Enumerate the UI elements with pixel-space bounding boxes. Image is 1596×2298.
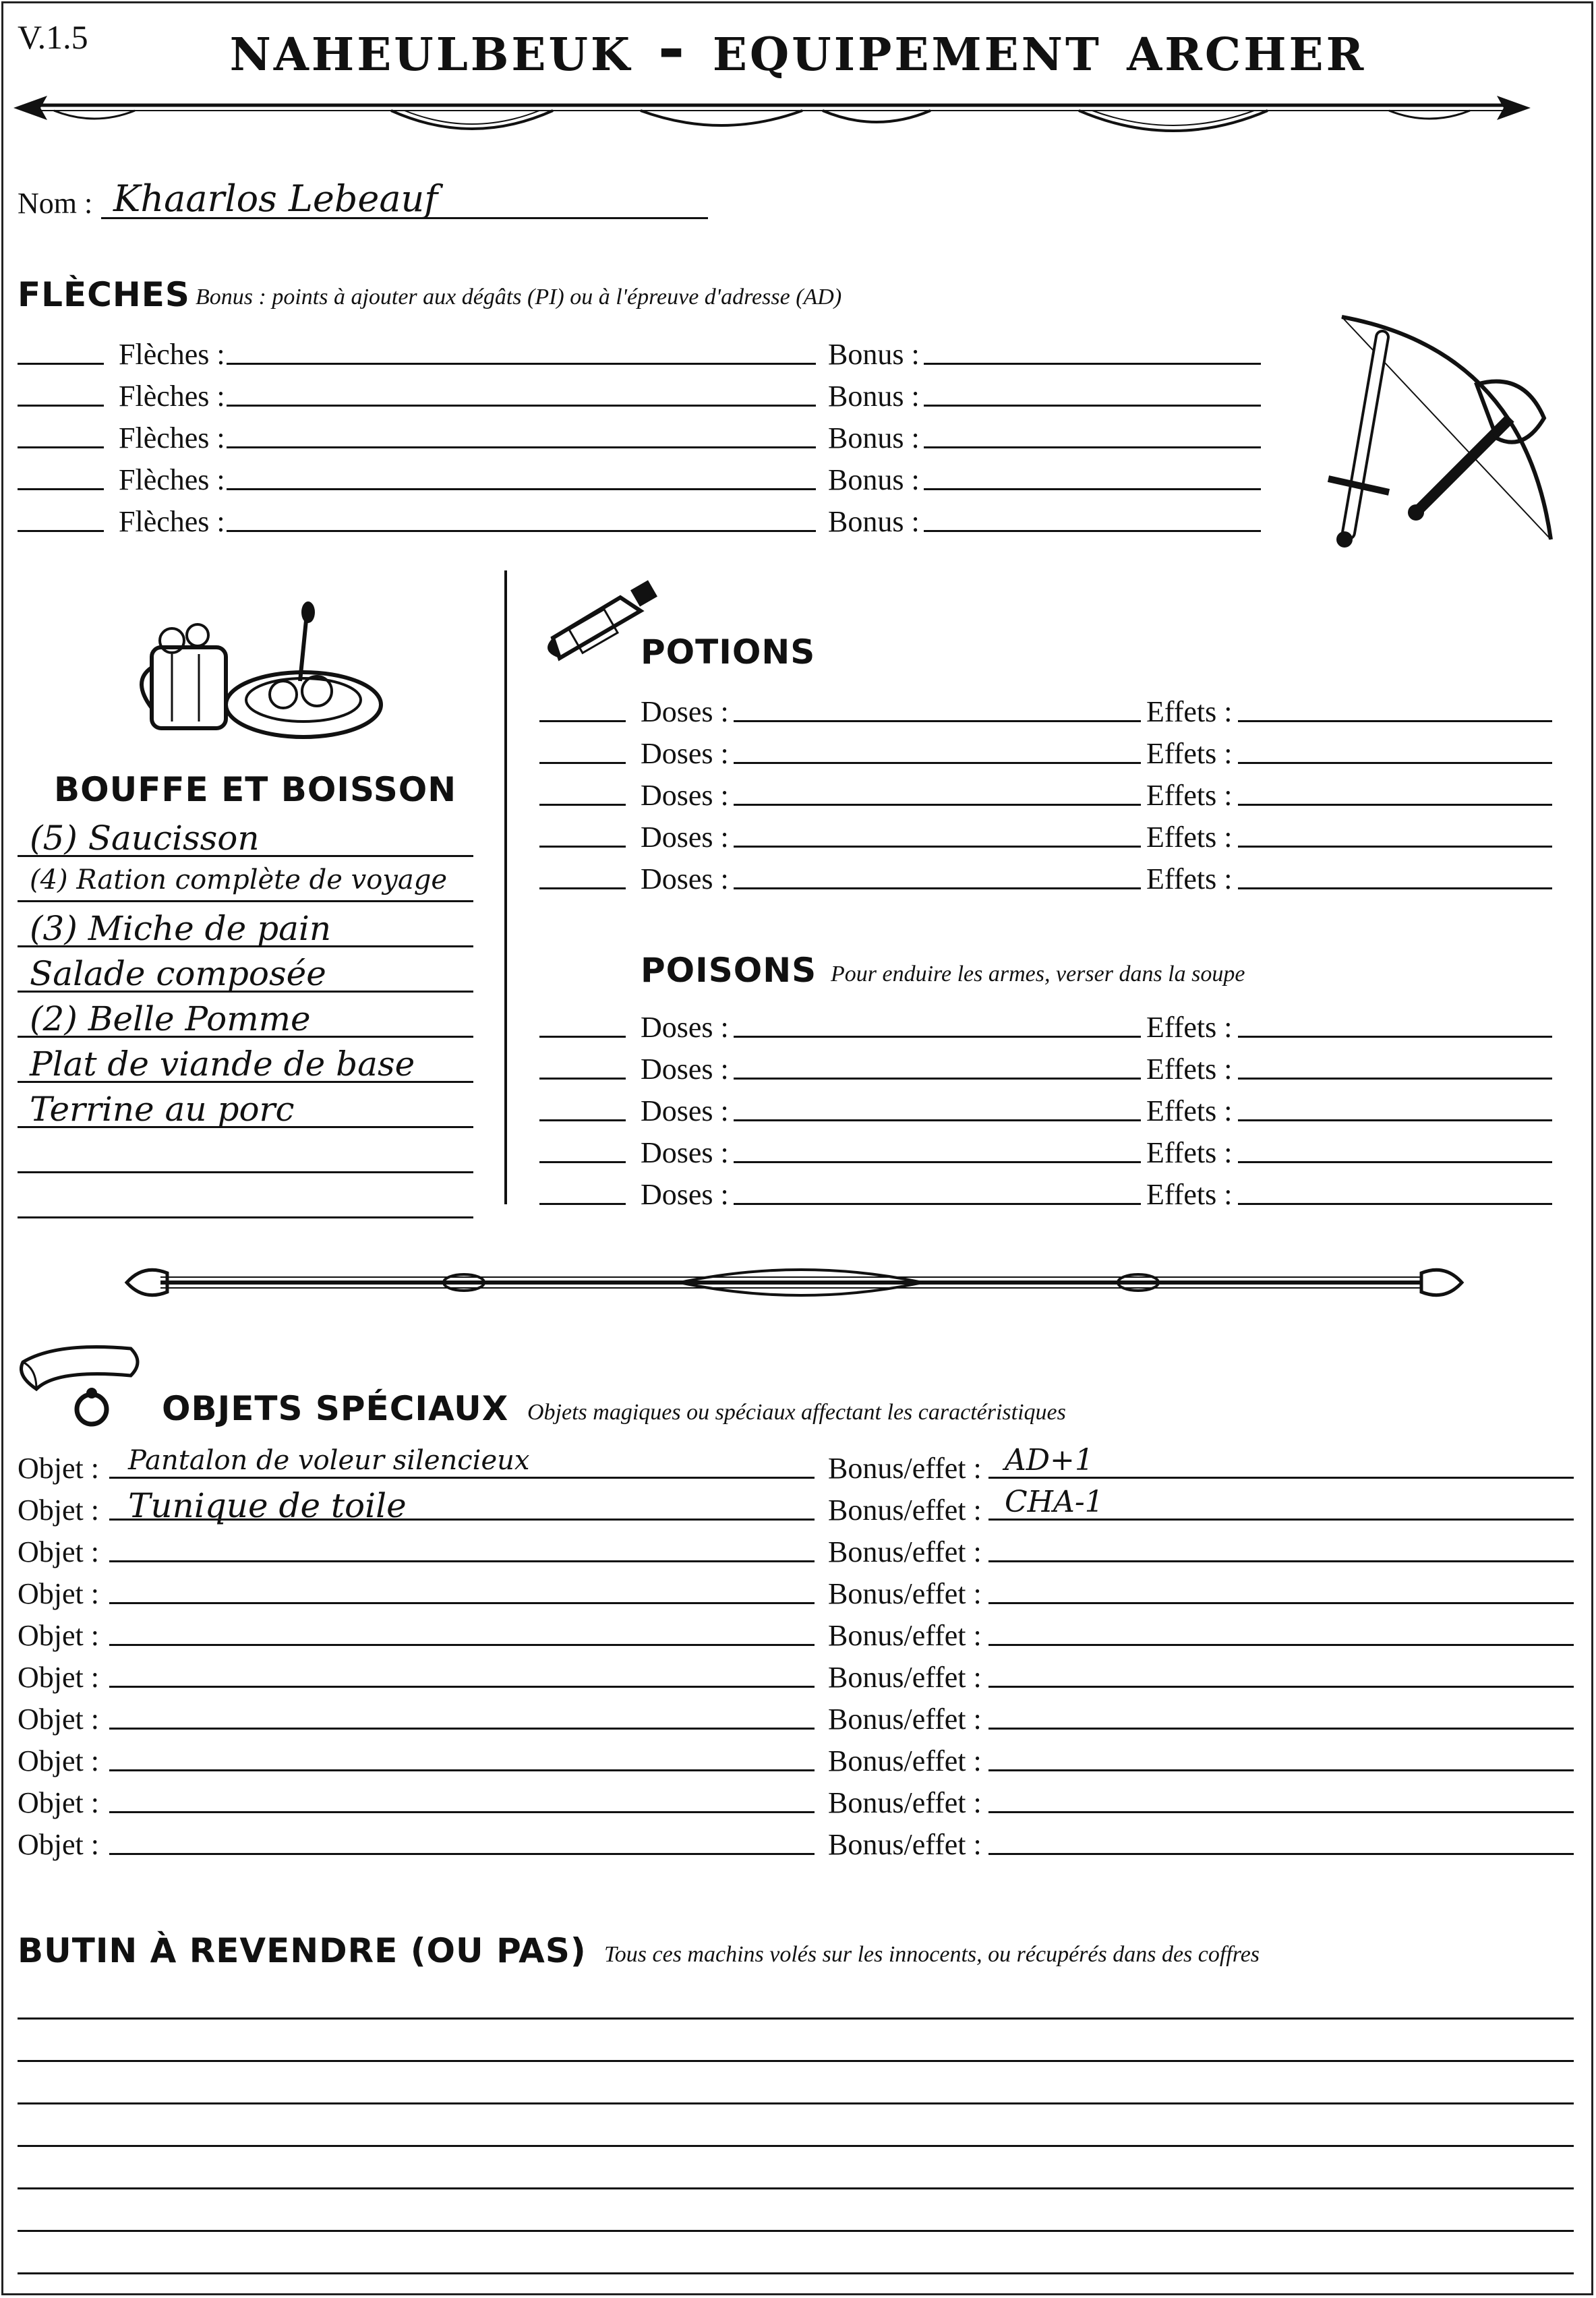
doses-field[interactable] [734,804,1141,806]
objet-label: Objet : [18,1828,99,1861]
bonus-effet-label: Bonus/effet : [828,1577,982,1610]
fleches-bonus-label: Bonus : [828,380,920,413]
bonus-effet-label: Bonus/effet : [828,1535,982,1568]
objet-field[interactable] [109,1769,815,1771]
food-item[interactable]: (5) Saucisson [30,819,260,858]
food-line [18,991,473,993]
fleches-name-field[interactable] [227,405,816,407]
fleches-bonus-field[interactable] [924,446,1261,448]
effets-field[interactable] [1238,1161,1552,1163]
objet-label: Objet : [18,1494,99,1527]
doses-count-field[interactable] [539,720,626,722]
staff-ornament-icon [127,1260,1462,1307]
bonus-effet-field[interactable] [988,1644,1574,1646]
objet-field[interactable] [109,1477,815,1479]
butin-line[interactable] [18,2230,1574,2232]
butin-line[interactable] [18,2102,1574,2104]
doses-count-field[interactable] [539,1119,626,1121]
objet-label: Objet : [18,1619,99,1652]
objet-label: Objet : [18,1703,99,1736]
effets-label: Effets : [1146,695,1233,728]
arrow-ornament-icon [13,86,1531,147]
food-line [18,855,473,857]
bonus-effet-label: Bonus/effet : [828,1494,982,1527]
objet-field[interactable] [109,1644,815,1646]
fleches-label: Flèches : [119,505,225,538]
poisons-subtitle: Pour enduire les armes, verser dans la soupe [831,962,1245,986]
fleches-count-field[interactable] [18,405,104,407]
fleches-name-field[interactable] [227,488,816,490]
version-label: V.1.5 [18,18,88,56]
fleches-bonus-field[interactable] [924,405,1261,407]
fleches-count-field[interactable] [18,446,104,448]
objet-field[interactable] [109,1853,815,1855]
fleches-bonus-field[interactable] [924,530,1261,532]
doses-count-field[interactable] [539,762,626,764]
fleches-bonus-field[interactable] [924,363,1261,365]
effets-label: Effets : [1146,1094,1233,1127]
doses-count-field[interactable] [539,1203,626,1205]
food-item[interactable]: Terrine au porc [30,1090,295,1129]
effets-label: Effets : [1146,779,1233,812]
fleches-label: Flèches : [119,463,225,496]
effets-field[interactable] [1238,720,1552,722]
effets-field[interactable] [1238,887,1552,889]
objet-field[interactable] [109,1560,815,1562]
doses-label: Doses : [641,1178,729,1211]
bonus-effet-value[interactable]: CHA-1 [1005,1485,1104,1519]
fleches-label: Flèches : [119,380,225,413]
bonus-effet-field[interactable] [988,1560,1574,1562]
fleches-bonus-label: Bonus : [828,338,920,371]
doses-count-field[interactable] [539,1078,626,1080]
objet-label: Objet : [18,1535,99,1568]
bonus-effet-field[interactable] [988,1602,1574,1604]
doses-label: Doses : [641,695,729,728]
objets-title: OBJETS SPÉCIAUX [162,1389,509,1428]
bonus-effet-label: Bonus/effet : [828,1744,982,1777]
food-line [18,900,473,902]
bonus-effet-label: Bonus/effet : [828,1619,982,1652]
doses-label: Doses : [641,1011,729,1044]
doses-field[interactable] [734,846,1141,848]
food-item[interactable]: (3) Miche de pain [30,909,332,948]
doses-field[interactable] [734,887,1141,889]
bonus-effet-label: Bonus/effet : [828,1828,982,1861]
poisons-title: POISONS [641,951,817,990]
effets-field[interactable] [1238,1119,1552,1121]
effets-field[interactable] [1238,1078,1552,1080]
food-item[interactable]: (4) Ration complète de voyage [30,864,448,895]
bonus-effet-field[interactable] [988,1769,1574,1771]
fleches-name-field[interactable] [227,363,816,365]
effets-label: Effets : [1146,737,1233,770]
objet-field[interactable] [109,1811,815,1813]
bonus-effet-field[interactable] [988,1853,1574,1855]
food-line [18,1126,473,1128]
butin-line[interactable] [18,2272,1574,2274]
bonus-effet-label: Bonus/effet : [828,1786,982,1819]
food-line [18,1216,473,1218]
doses-count-field[interactable] [539,846,626,848]
scroll-and-ring-icon [16,1335,151,1430]
food-item[interactable]: (2) Belle Pomme [30,999,311,1038]
effets-field[interactable] [1238,846,1552,848]
objets-subtitle: Objets magiques ou spéciaux affectant les caractéristiques [527,1400,1066,1425]
doses-count-field[interactable] [539,887,626,889]
doses-field[interactable] [734,1036,1141,1038]
food-item[interactable]: Salade composée [30,954,326,993]
fleches-title: FLÈCHES [18,275,190,314]
butin-line[interactable] [18,2187,1574,2189]
effets-label: Effets : [1146,862,1233,895]
doses-field[interactable] [734,762,1141,764]
doses-label: Doses : [641,1136,729,1169]
food-item[interactable]: Plat de viande de base [30,1044,415,1084]
food-line [18,1036,473,1038]
effets-label: Effets : [1146,821,1233,854]
bonus-effet-label: Bonus/effet : [828,1452,982,1485]
bonus-effet-field[interactable] [988,1811,1574,1813]
butin-line[interactable] [18,2060,1574,2062]
effets-field[interactable] [1238,1036,1552,1038]
bonus-effet-label: Bonus/effet : [828,1703,982,1736]
effets-label: Effets : [1146,1136,1233,1169]
objet-field[interactable] [109,1602,815,1604]
doses-count-field[interactable] [539,1161,626,1163]
section-divider [504,570,507,1204]
effets-field[interactable] [1238,1203,1552,1205]
effets-label: Effets : [1146,1178,1233,1211]
objet-field[interactable] [109,1728,815,1730]
bonus-effet-label: Bonus/effet : [828,1661,982,1694]
fleches-name-field[interactable] [227,530,816,532]
bonus-effet-field[interactable] [988,1686,1574,1688]
doses-label: Doses : [641,1053,729,1086]
objet-label: Objet : [18,1577,99,1610]
food-line [18,1081,473,1083]
food-and-tankard-icon [138,600,381,742]
effets-field[interactable] [1238,762,1552,764]
fleches-count-field[interactable] [18,488,104,490]
objet-value[interactable]: Pantalon de voleur silencieux [128,1445,530,1476]
doses-label: Doses : [641,737,729,770]
fleches-count-field[interactable] [18,363,104,365]
effets-field[interactable] [1238,804,1552,806]
objet-label: Objet : [18,1661,99,1694]
fleches-bonus-field[interactable] [924,488,1261,490]
doses-field[interactable] [734,1078,1141,1080]
bonus-effet-field[interactable] [988,1728,1574,1730]
page-title: naheulbeuk - equipement archer [229,9,1367,86]
fleches-count-field[interactable] [18,530,104,532]
objet-label: Objet : [18,1786,99,1819]
fleches-subtitle: Bonus : points à ajouter aux dégâts (PI) ou à l'épreuve d'adresse (AD) [196,285,842,310]
nom-value[interactable]: Khaarlos Lebeauf [113,177,438,220]
food-line [18,1171,473,1173]
butin-line[interactable] [18,2145,1574,2147]
objet-value[interactable]: Tunique de toile [128,1486,407,1525]
effets-label: Effets : [1146,1011,1233,1044]
doses-label: Doses : [641,862,729,895]
butin-line[interactable] [18,2017,1574,2020]
fleches-name-field[interactable] [227,446,816,448]
food-line [18,945,473,947]
doses-count-field[interactable] [539,1036,626,1038]
fleches-bonus-label: Bonus : [828,421,920,454]
effets-label: Effets : [1146,1053,1233,1086]
bonus-effet-value[interactable]: AD+1 [1005,1443,1094,1477]
doses-label: Doses : [641,779,729,812]
doses-label: Doses : [641,821,729,854]
doses-field[interactable] [734,1119,1141,1121]
doses-field[interactable] [734,1161,1141,1163]
doses-label: Doses : [641,1094,729,1127]
nom-label: Nom : [18,187,93,220]
butin-subtitle: Tous ces machins volés sur les innocents, ou récupérés dans des coffres [604,1942,1260,1967]
objet-label: Objet : [18,1744,99,1777]
potions-title: POTIONS [641,632,816,672]
doses-count-field[interactable] [539,804,626,806]
doses-field[interactable] [734,720,1141,722]
butin-title: BUTIN À REVENDRE (OU PAS) [18,1931,587,1970]
fleches-bonus-label: Bonus : [828,505,920,538]
doses-field[interactable] [734,1203,1141,1205]
nom-line [101,217,708,219]
objet-label: Objet : [18,1452,99,1485]
fleches-label: Flèches : [119,421,225,454]
fleches-label: Flèches : [119,338,225,371]
crossed-weapons-icon [1322,310,1564,553]
bouffe-title: BOUFFE ET BOISSON [54,770,457,809]
objet-field[interactable] [109,1686,815,1688]
fleches-bonus-label: Bonus : [828,463,920,496]
